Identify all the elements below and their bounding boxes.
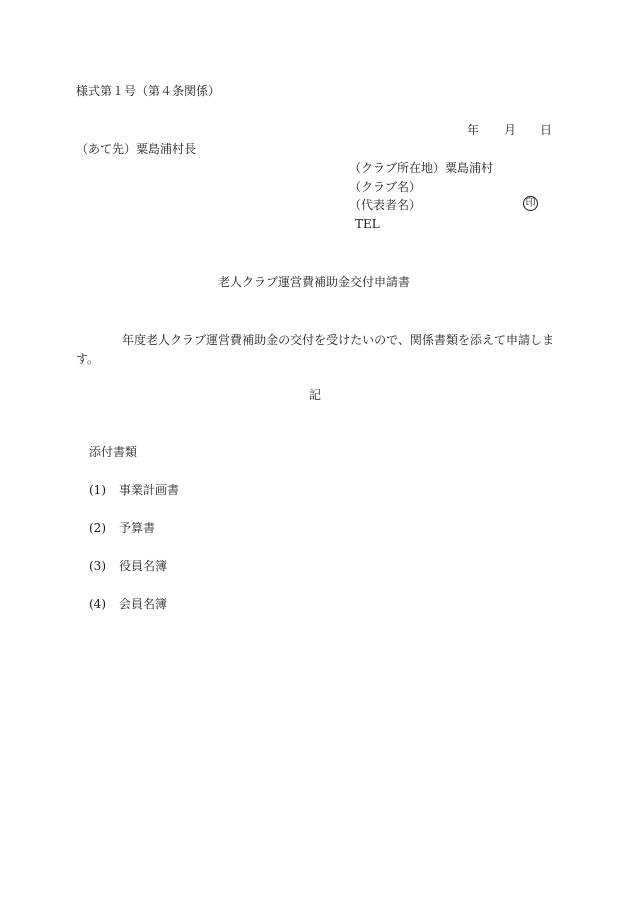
attachment-item [89,484,179,496]
attachment-label: 予算書 [119,521,156,535]
attachment-number: (2) [89,521,106,535]
date-month: 月 [504,123,517,137]
document-title: 老人クラブ運営費補助金交付申請書 [218,275,411,289]
ki-marker: 記 [309,388,322,402]
attachment-number: (4) [89,597,106,611]
applicant-location: （クラブ所在地）粟島浦村 [349,161,494,175]
applicant-club-name: （クラブ名） [349,180,422,194]
seal-mark: 印 [523,196,538,211]
attachment-number: (3) [89,559,106,573]
attachment-item [89,560,167,572]
body-paragraph: 年度老人クラブ運営費補助金の交付を受けたいので、関係書類を添えて申請します。 [76,333,554,366]
attachment-item [89,598,167,610]
attachment-label: 役員名簿 [119,559,168,573]
attachment-item [89,522,155,534]
attachments-heading: 添付書類 [89,445,138,459]
applicant-representative: （代表者名） [349,198,422,212]
attachment-number: (1) [89,483,106,497]
attachment-label: 事業計画書 [119,483,180,497]
attachment-label: 会員名簿 [119,597,168,611]
date-day: 日 [540,123,553,137]
addressee: （あて先）粟島浦村長 [76,142,197,156]
date-year: 年 [467,123,480,137]
form-number: 様式第１号（第４条関係） [76,84,221,98]
applicant-tel: TEL [355,217,380,231]
